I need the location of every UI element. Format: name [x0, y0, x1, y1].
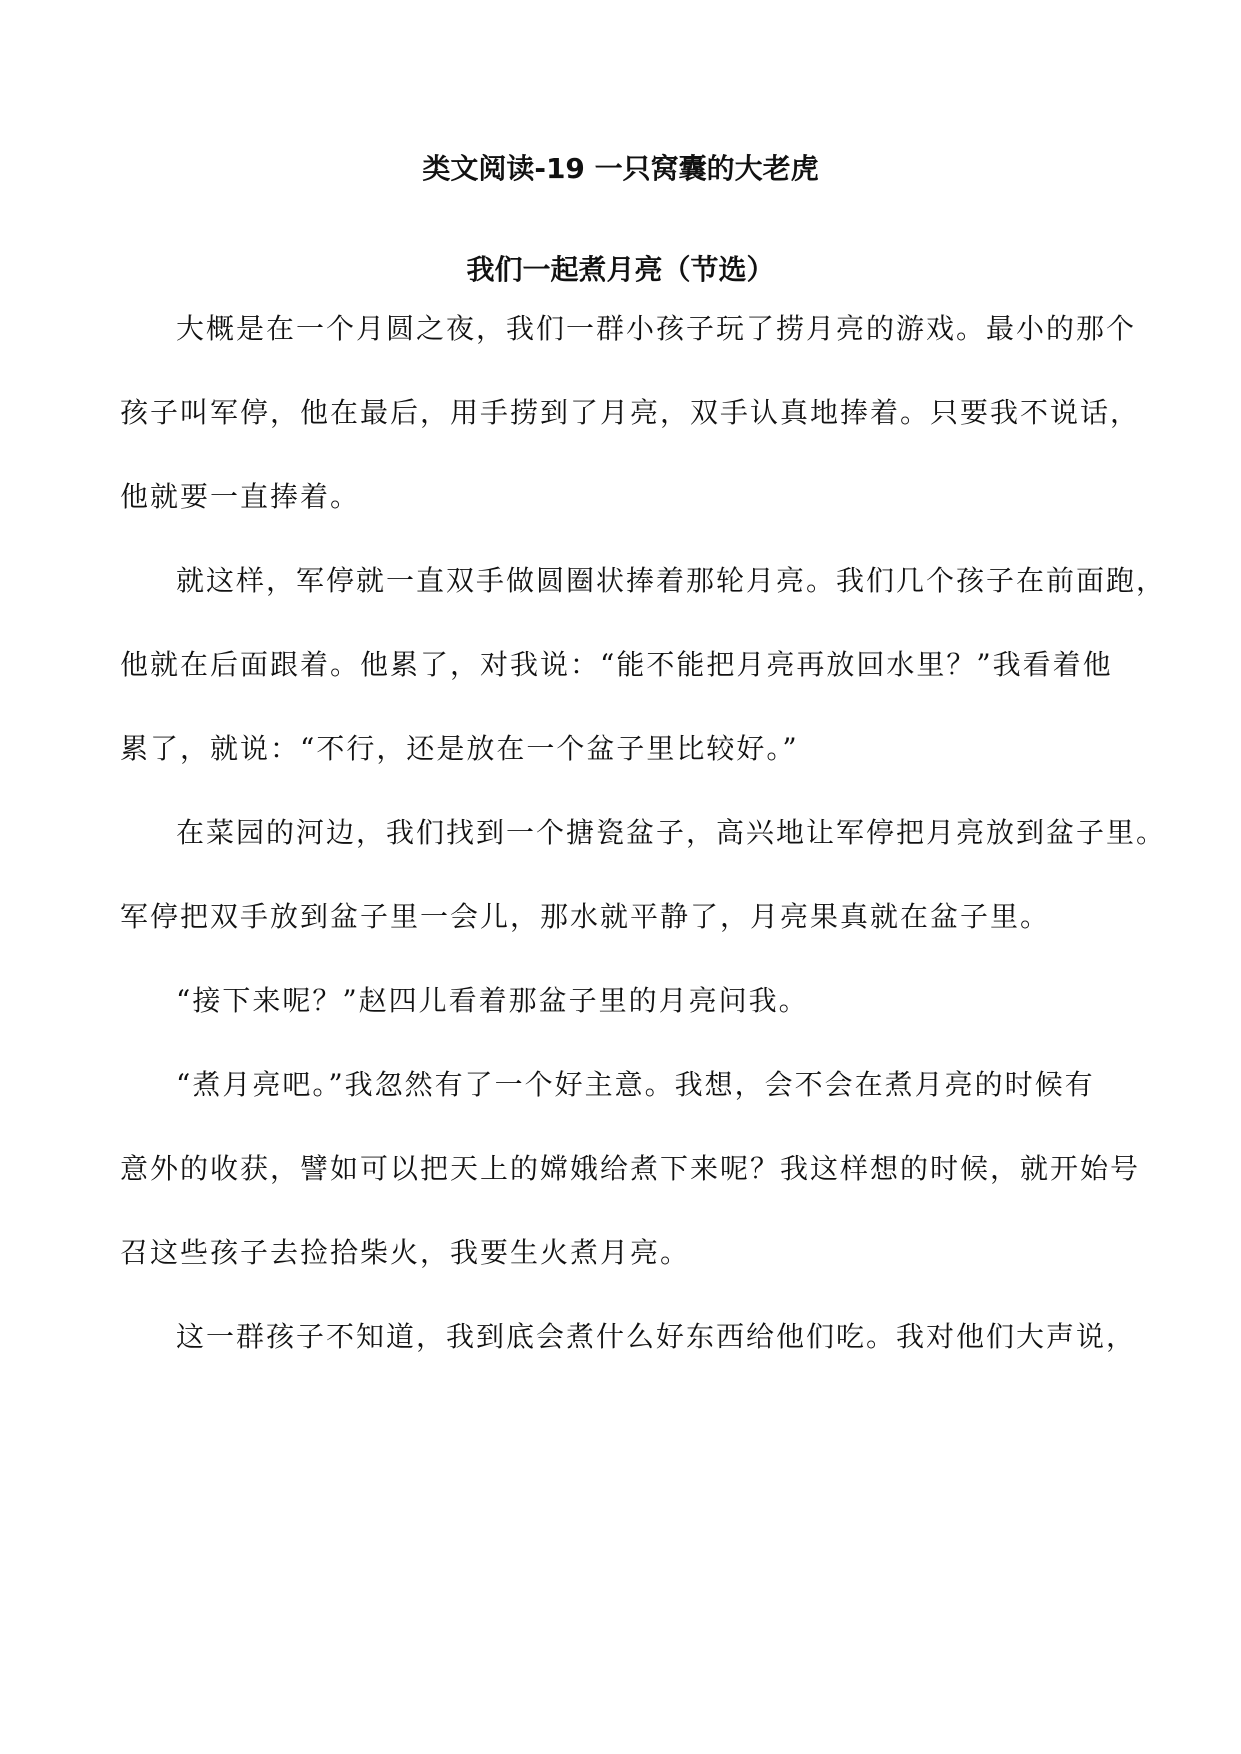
- text-line: 这一群孩子不知道，我到底会煮什么好东西给他们吃。我对他们大声说，: [176, 1320, 1137, 1353]
- document-subtitle: 我们一起煮月亮（节选）: [466, 253, 775, 286]
- text-line: 就这样，军停就一直双手做圆圈状捧着那轮月亮。我们几个孩子在前面跑，: [176, 564, 1167, 597]
- text-line: 意外的收获，譬如可以把天上的嫦娥给煮下来呢？我这样想的时候，就开始号: [120, 1152, 1141, 1185]
- text-line: 孩子叫军停，他在最后，用手捞到了月亮，双手认真地捧着。只要我不说话，: [120, 396, 1141, 429]
- document-title: 类文阅读-19 一只窝囊的大老虎: [422, 152, 819, 185]
- text-line: “接下来呢？”赵四儿看着那盆子里的月亮问我。: [176, 984, 809, 1017]
- text-line: 召这些孩子去捡拾柴火，我要生火煮月亮。: [120, 1236, 691, 1269]
- text-line: 在菜园的河边，我们找到一个搪瓷盆子，高兴地让军停把月亮放到盆子里。: [176, 816, 1167, 849]
- text-line: 大概是在一个月圆之夜，我们一群小孩子玩了捞月亮的游戏。最小的那个: [176, 312, 1137, 345]
- text-line: 军停把双手放到盆子里一会儿，那水就平静了，月亮果真就在盆子里。: [120, 900, 1051, 933]
- text-line: 他就在后面跟着。他累了，对我说：“能不能把月亮再放回水里？”我看着他: [120, 648, 1113, 681]
- text-line: 他就要一直捧着。: [120, 480, 361, 513]
- text-line: 累了，就说：“不行，还是放在一个盆子里比较好。”: [120, 732, 799, 765]
- text-line: “煮月亮吧。”我忽然有了一个好主意。我想，会不会在煮月亮的时候有: [176, 1068, 1095, 1101]
